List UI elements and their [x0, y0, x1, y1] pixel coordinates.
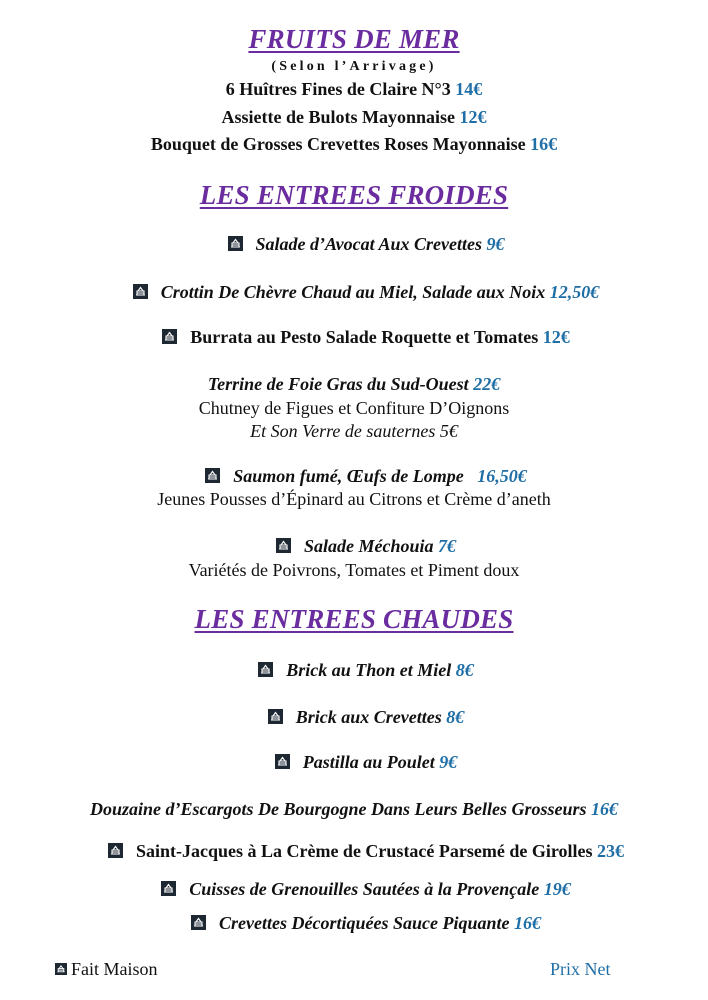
item-description: Jeunes Pousses d’Épinard au Citrons et Crème d’aneth: [157, 489, 551, 509]
item-price: 16€: [513, 913, 541, 933]
homemade-icon: [228, 236, 243, 251]
menu-item: [0, 134, 708, 155]
item-price: 9€: [439, 752, 458, 772]
menu-item: [0, 841, 708, 862]
menu-item: [0, 234, 708, 255]
item-price: 9€: [486, 234, 505, 254]
item-description: Variétés de Poivrons, Tomates et Piment doux: [188, 560, 520, 580]
item-description: Chutney de Figues et Confiture D’Oignons: [198, 398, 510, 418]
item-name: Crottin De Chèvre Chaud au Miel, Salade aux Noix: [160, 282, 546, 302]
section-subtitle: (Selon l’Arrivage): [271, 59, 437, 74]
item-name: Crevettes Décortiquées Sauce Piquante: [219, 913, 510, 933]
item-price: 7€: [438, 536, 456, 556]
item-name: Salade d’Avocat Aux Crevettes: [255, 234, 482, 254]
item-name: Pastilla au Poulet: [302, 752, 435, 772]
item-price: 16€: [591, 799, 619, 819]
menu-item: [0, 374, 708, 395]
legend-label: Fait Maison: [71, 959, 158, 979]
item-extra: Et Son Verre de sauternes 5€: [250, 421, 458, 441]
menu-item: [0, 660, 708, 681]
item-price: 22€: [473, 374, 501, 394]
homemade-icon: [258, 662, 273, 677]
homemade-icon: [268, 709, 283, 724]
homemade-icon: [161, 881, 176, 896]
item-name: Saumon fumé, Œufs de Lompe: [233, 466, 464, 486]
item-name: Saint-Jacques à La Crème de Crustacé Parsemé de Girolles: [135, 841, 593, 861]
homemade-icon: [276, 538, 291, 553]
item-name: Cuisses de Grenouilles Sautées à la Provençale: [189, 879, 540, 899]
menu-item: [0, 327, 708, 348]
homemade-icon: [205, 468, 220, 483]
item-price: 19€: [543, 879, 571, 899]
item-name: 6 Huîtres Fines de Claire N°3: [225, 79, 451, 99]
menu-item: [0, 107, 708, 128]
homemade-icon: [191, 915, 206, 930]
menu-item: [0, 282, 708, 303]
item-name: Terrine de Foie Gras du Sud-Ouest: [207, 374, 469, 394]
item-price: 8€: [446, 707, 465, 727]
item-name: Assiette de Bulots Mayonnaise: [221, 107, 455, 127]
item-price: 14€: [455, 79, 483, 99]
menu-item: [0, 879, 708, 900]
item-price: 12,50€: [549, 282, 600, 302]
section-title-entrees-chaudes: LES ENTREES CHAUDES: [194, 604, 514, 634]
item-name: Brick au Thon et Miel: [286, 660, 452, 680]
menu-item: [0, 752, 708, 773]
menu-item: [0, 707, 708, 728]
homemade-icon: [162, 329, 177, 344]
prices-note: Prix Net: [550, 959, 611, 979]
item-price: 16€: [530, 134, 558, 154]
item-price: 12€: [459, 107, 487, 127]
homemade-icon: [133, 284, 148, 299]
item-name: Bouquet de Grosses Crevettes Roses Mayonnaise: [150, 134, 526, 154]
item-name: Salade Méchouia: [303, 536, 434, 556]
menu-item: [0, 536, 708, 557]
section-title-entrees-froides: LES ENTREES FROIDES: [199, 180, 509, 210]
homemade-icon: [55, 963, 67, 975]
item-price: 23€: [597, 841, 625, 861]
homemade-icon: [275, 754, 290, 769]
item-price: 16,50€: [477, 466, 527, 486]
footer-legend: [55, 959, 158, 980]
item-name: Brick aux Crevettes: [295, 707, 442, 727]
item-name: Douzaine d’Escargots De Bourgogne Dans Leurs Belles Grosseurs: [89, 799, 587, 819]
item-name: Burrata au Pesto Salade Roquette et Tomates: [190, 327, 539, 347]
section-title-fruits-de-mer: FRUITS DE MER: [248, 24, 460, 54]
menu-item: [0, 79, 708, 100]
menu-item: [0, 799, 708, 820]
item-price: 8€: [455, 660, 474, 680]
menu-item: [0, 466, 708, 487]
menu-item: [0, 913, 708, 934]
homemade-icon: [108, 843, 123, 858]
item-price: 12€: [542, 327, 570, 347]
